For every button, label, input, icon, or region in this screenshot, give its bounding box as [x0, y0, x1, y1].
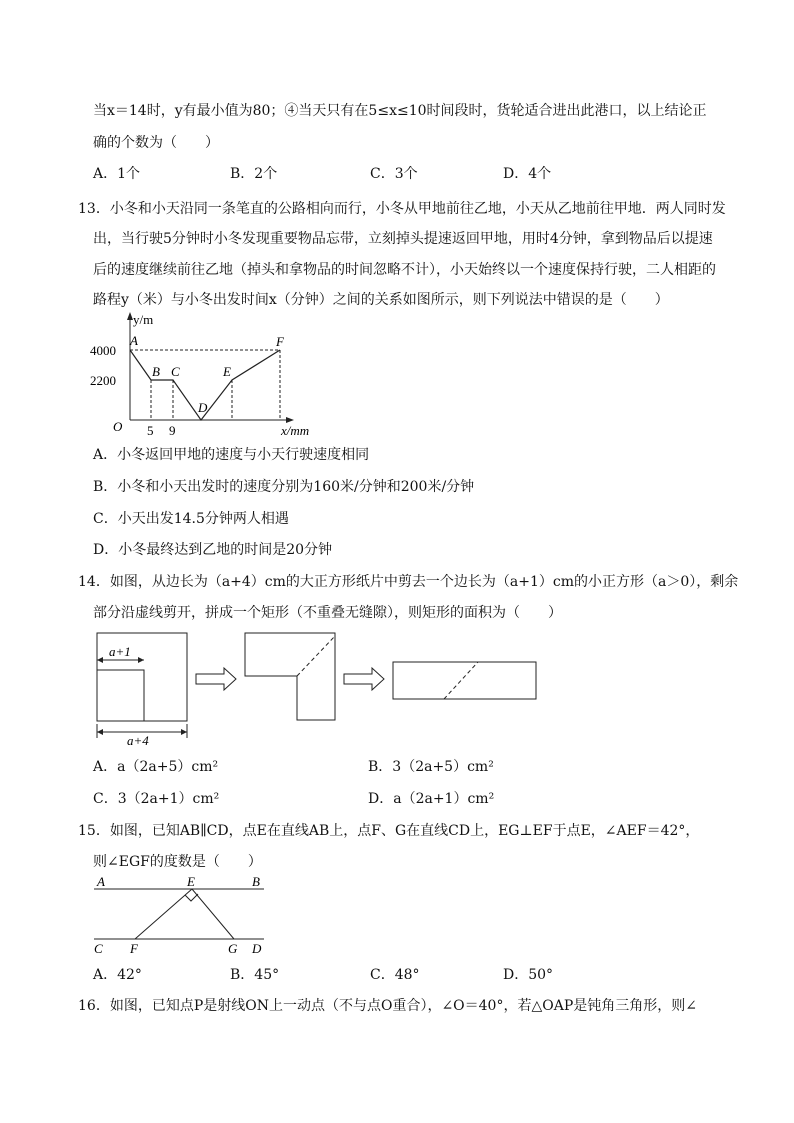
q15-parallel-lines-figure: [88, 873, 278, 958]
q15-text-line-2: 则∠EGF的度数是（ ）: [93, 854, 262, 870]
q15-option-b: B．45°: [230, 967, 280, 983]
q12-option-a: A．1个: [93, 166, 141, 182]
q13-option-b: B．小冬和小天出发时的速度分别为160米/分钟和200米/分钟: [93, 479, 475, 495]
q12-option-d: D．4个: [503, 166, 552, 182]
right-angle-mark: [185, 894, 198, 901]
point-c-label: C: [94, 941, 103, 956]
q14-option-d: D．a（2a+1）cm²: [368, 791, 495, 807]
point-e-label: E: [187, 874, 195, 889]
point-e-label: E: [223, 364, 231, 379]
q14-text-line-1: 14．如图，从边长为（a+4）cm的大正方形纸片中剪去一个边长为（a+1）cm的小正方形（a＞0），剩余: [78, 574, 739, 590]
result-rectangle: [393, 662, 536, 699]
q14-option-b: B．3（2a+5）cm²: [368, 759, 494, 775]
q14-text-line-2: 部分沿虚线剪开，拼成一个矩形（不重叠无缝隙），则矩形的面积为（ ）: [93, 605, 562, 621]
q12-option-b: B．2个: [230, 166, 278, 182]
q13-option-a: A．小冬返回甲地的速度与小天行驶速度相同: [93, 447, 370, 463]
x-axis-label: x/mm: [281, 423, 310, 438]
q13-text-line-3: 后的速度继续前往乙地（掉头和拿物品的时间忽略不计），小天始终以一个速度保持行驶，二人相距的: [93, 262, 716, 278]
q14-square-cutting-figure: [88, 628, 548, 746]
label-a-plus-1: a+1: [109, 644, 131, 659]
point-d-label: D: [198, 400, 208, 415]
x-tick-5: 5: [147, 423, 154, 438]
origin-label: O: [113, 419, 123, 434]
point-f-label: F: [276, 334, 284, 349]
small-square-outline: [97, 670, 144, 721]
q16-text-line-1: 16．如图，已知点P是射线ON上一动点（不与点O重合），∠O＝40°，若△OAP是钝角三角形，则∠: [78, 998, 697, 1014]
y-tick-2200: 2200: [90, 373, 116, 388]
q14-option-a: A．a（2a+5）cm²: [93, 759, 219, 775]
point-b-label: B: [152, 364, 160, 379]
point-a-label: A: [97, 874, 105, 889]
q12-text-line-2: 确的个数为（ ）: [93, 135, 219, 151]
y-tick-4000: 4000: [90, 343, 116, 358]
label-a-plus-4: a+4: [127, 733, 149, 746]
q12-text-line-1: 当x＝14时，y有最小值为80；④当天只有在5≤x≤10时间段时，货轮适合进出此港口，以上结论正: [93, 103, 707, 119]
y-axis-label: y/m: [133, 312, 154, 327]
point-c-label: C: [171, 364, 180, 379]
q15-option-d: D．50°: [503, 967, 554, 983]
q13-option-d: D．小冬最终达到乙地的时间是20分钟: [93, 542, 333, 558]
q12-option-c: C．3个: [370, 166, 418, 182]
l-shaped-piece: [245, 633, 335, 720]
triangle-efg: [135, 889, 234, 939]
point-a-label: A: [130, 333, 138, 348]
point-d-label: D: [252, 941, 262, 956]
q14-option-c: C．3（2a+1）cm²: [93, 791, 220, 807]
q15-option-a: A．42°: [93, 967, 142, 983]
point-g-label: G: [228, 941, 238, 956]
q13-option-c: C．小天出发14.5分钟两人相遇: [93, 511, 289, 527]
arrow-1: [196, 668, 236, 690]
q13-text-line-1: 13．小冬和小天沿同一条笔直的公路相向而行，小冬从甲地前往乙地，小天从乙地前往甲地．两人同时发: [78, 201, 726, 217]
point-f-label: F: [130, 941, 138, 956]
arrow-2: [344, 668, 384, 690]
x-tick-9: 9: [169, 423, 176, 438]
point-b-label: B: [252, 874, 260, 889]
q15-text-line-1: 15．如图，已知AB∥CD，点E在直线AB上，点F、G在直线CD上，EG⊥EF于点E，∠AEF＝42°，: [78, 823, 700, 839]
q13-distance-time-graph: [85, 308, 375, 438]
q13-text-line-4: 路程y（米）与小冬出发时间x（分钟）之间的关系如图所示，则下列说法中错误的是（ ）: [93, 292, 669, 308]
q15-option-c: C．48°: [370, 967, 420, 983]
q13-text-line-2: 出，当行驶5分钟时小冬发现重要物品忘带，立刻掉头提速返回甲地，用时4分钟，拿到物品后以提速: [93, 231, 713, 247]
